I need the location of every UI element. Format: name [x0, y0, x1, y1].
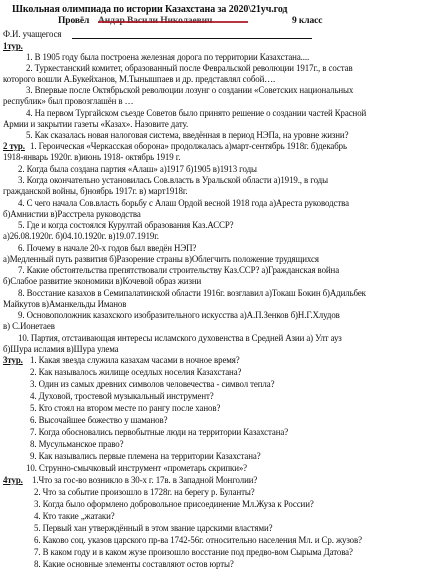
- tour2-q3: 3. Когда окончательно установилась Сов.власть в Уральской области а)1919., в годы: [18, 175, 328, 185]
- document-title: Школьная олимпиада по истории Казахстана за 2020\21уч.год: [12, 4, 288, 15]
- tour3-q6: 6. Высочайшее божество у шаманов?: [30, 415, 168, 425]
- tour2-q10: 10. Партия, отстаивающая интересы исламского духовенства в Средней Азии а) Улт ауз: [18, 333, 342, 343]
- tour4-q3: 3. Когда было оформлено добровольное присоединение Мл.Жуза к России?: [34, 499, 314, 509]
- tour4-q1: 1.Что за гос-во возникло в 30-х г. 17в. в Западной Монголии?: [32, 475, 258, 485]
- tour1-q5: 5. Как сказалась новая налоговая система, введённая в период НЭПа, на уровне жизни?: [26, 130, 349, 140]
- tour2-q6: 6. Почему в начале 20-х годов был введён НЭП?: [18, 243, 197, 253]
- tour2-q10-cont: б)Шура исламия в)Шура улема: [3, 344, 119, 354]
- tour2-q5: 5. Где и когда состоялся Курултай образования Каз.АССР?: [18, 220, 234, 230]
- tour3-q7: 7. Когда обосновались первобытные люди на территории Казахстана?: [30, 427, 289, 437]
- tour2-q2: 2. Когда была создана партия «Алаш» а)1917 б)1905 в)1913 годы: [18, 164, 257, 174]
- tour2-q1-cont: 1918-январь 1920г. в)июнь 1918- октябрь 1919 г.: [3, 152, 181, 162]
- tour3-q9: 9. Как назывались первые племена на территории Казахстана?: [30, 451, 261, 461]
- tour1-q2: 2. Туркестанский комитет, образованный после Февральской революции 1917г., в состав: [26, 63, 353, 73]
- student-name-label: Ф.И. учащегося: [3, 29, 62, 39]
- proveril-label: Провёл: [58, 16, 90, 26]
- tour-3-label: 3тур.: [3, 355, 23, 365]
- tour3-q4: 4. Духовой, тростевой музыкальный инструмент?: [30, 391, 214, 401]
- tour1-q3: 3. Впервые после Октябрьской революции лозунг о создании «Советских национальных: [26, 85, 354, 95]
- grade-label: 9 класс: [292, 16, 323, 26]
- tour1-q2-cont: которого вошли А.Букейханов, М.Тынышпаев и др. представлял собой….: [3, 74, 276, 84]
- tour3-q2: 2. Как называлось жилище оседлых носелия Казахстана?: [30, 367, 242, 377]
- tour3-q3: 3. Один из самых древних символов человечества - символ тепла?: [30, 379, 275, 389]
- tour1-q1: 1. В 1905 году была построена железная дорога по территории Казахстана....: [26, 52, 310, 62]
- tour2-q4: 4. С чего начала Сов.власть борьбу с Алаш Ордой весной 1918 года а)Ареста руководства: [18, 198, 349, 208]
- tour4-q8: 8. Какие основные элементы составляют остов юрты?: [34, 559, 234, 569]
- tour4-q7: 7. В каком году и в каком жузе произошло восстание под предво-вом Сырыма Датова?: [34, 547, 353, 557]
- tour3-q5: 5. Кто стоял на втором месте по рангу после ханов?: [30, 403, 221, 413]
- tour2-q7-cont: б)Слабое развитие экономики в)Кочевой образ жизни: [3, 276, 202, 286]
- tour2-q6-options: а)Медленный путь развития б)Разорение страны в)Облегчить положение трудящихся: [3, 254, 319, 264]
- tour2-q7: 7. Какие обстоятельства препятствовали строительству Каз.ССР? а)Гражданская война: [18, 265, 340, 275]
- student-name-line: [72, 38, 312, 39]
- tour4-q6: 6. Каково соц. указов царского пр-ва 1742-56г. относительно населения Мл. и Ср. жузов?: [34, 535, 362, 545]
- tour-1-label: 1тур.: [3, 41, 23, 51]
- tour4-q4: 4. Кто такие „жатаки?: [34, 511, 115, 521]
- tour2-q4-cont: б)Амнистии в)Расстрела руководства: [3, 209, 141, 219]
- tour2-q9: 9. Основоположник казахского изобразительного искусства а)А.П.Зенков б)Н.Г.Хлудов: [18, 310, 340, 320]
- tour2-q5-options: а)26.08.1920г. б)04.10.1920г. в)19.07.1919г.: [3, 231, 159, 241]
- tour2-q9-cont: в) С.Ионетаев: [3, 321, 55, 331]
- tour4-q2: 2. Что за событие произошло в 1728г. на берегу р. Буланты?: [34, 487, 255, 497]
- tour2-q8-cont: Майкутов в)Аманкельды Иманов: [3, 299, 127, 309]
- tour2-q8: 8. Восстание казахов в Семипалатинской области 1916г. возглавил а)Токаш Бокин б)Адильбек: [18, 288, 366, 298]
- tour3-q10: 10. Струнно-смычковый инструмент «прометарь скрипки»?: [26, 463, 248, 473]
- tour2-q3-cont: гражданской войны, б)ноябрь 1917г. в) март1918г.: [3, 186, 188, 196]
- tour3-q8: 8. Мусульманское право?: [30, 439, 124, 449]
- tour1-q4-cont: Армии и закрытии газеты «Казах». Назовите дату.: [3, 119, 189, 129]
- tour2-q1: 1. Героическая «Черкасская оборона» продолжалась а)март-сентябрь 1918г. б)декабрь: [30, 141, 347, 151]
- tour1-q4: 4. На первом Тургайском съезде Советов было принято решение о создании частей Красной: [26, 108, 367, 118]
- tour-2-label: 2 тур.: [3, 141, 25, 151]
- name-strikethrough: [98, 21, 248, 23]
- tour3-q1: 1. Какая звезда служила казахам часами в ночное время?: [30, 355, 240, 365]
- tour4-q5: 5. Первый хан утверждённый в этом звание царскими властями?: [34, 523, 273, 533]
- tour-4-label: 4тур.: [3, 475, 23, 485]
- tour1-q3-cont: республик» был провозглашён в …: [3, 96, 134, 106]
